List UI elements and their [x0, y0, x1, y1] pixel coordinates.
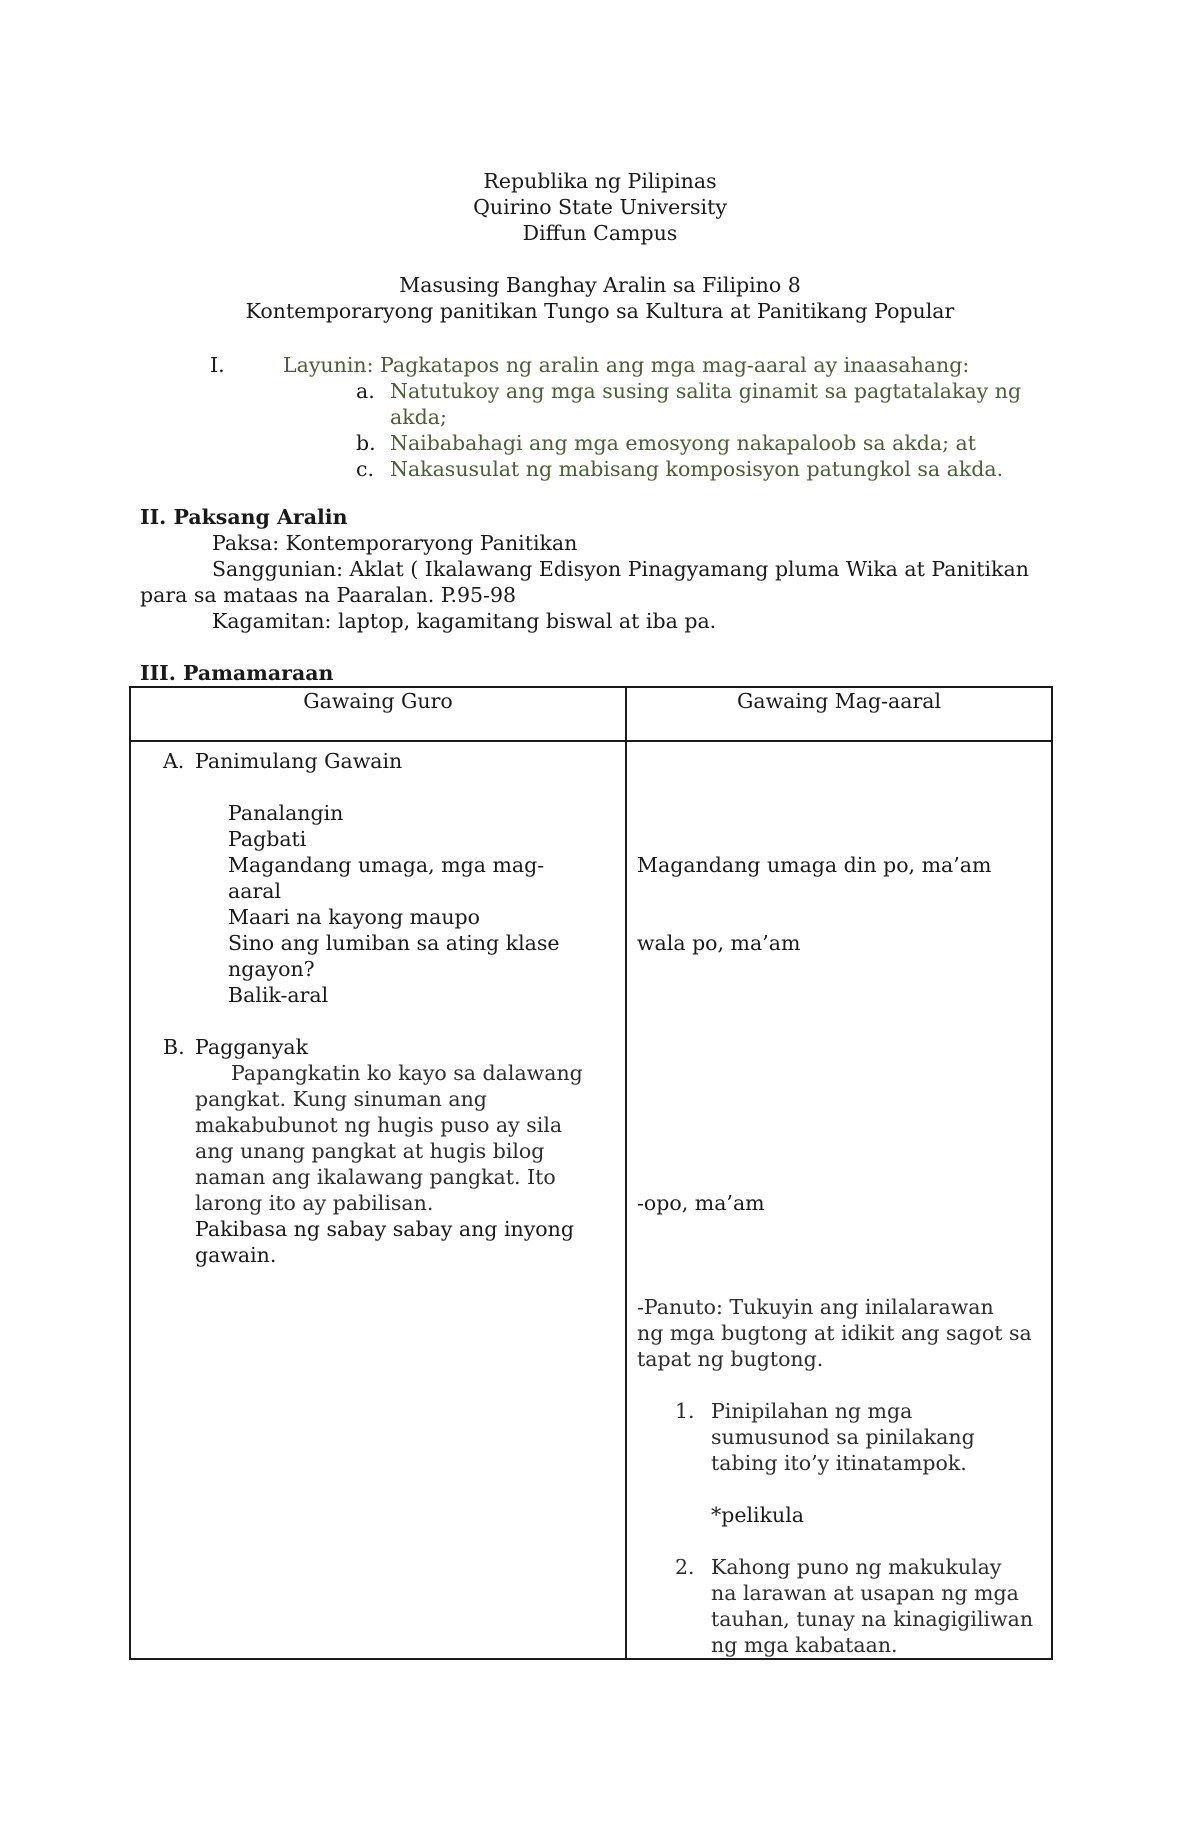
riddle-answer: *pelikula — [711, 1503, 805, 1527]
list-item: Maari na kayong maupo — [228, 905, 480, 929]
objectives-section — [210, 352, 1070, 482]
student-response: -opo, ma’am — [637, 1191, 765, 1215]
list-item: Pagbati — [228, 827, 307, 851]
objective-item: b. Naibabahagi ang mga emosyong nakapaloob sa akda; at — [356, 431, 977, 455]
riddle-item: 2. Kahong puno ng makukulay na larawan at usapan ng mga tauhan, tunay na kinagigiliwan ng mga kabataan. — [675, 1555, 1034, 1657]
col-header-teacher: Gawaing Guro — [130, 687, 626, 741]
procedure-table — [129, 686, 1053, 1660]
objectives-number: I. — [210, 353, 225, 377]
student-response: Magandang umaga din po, ma’am — [637, 853, 992, 877]
subject-heading: II. Paksang Aralin — [140, 505, 348, 529]
student-activities-cell — [626, 741, 1052, 1659]
procedure-heading: III. Pamamaraan — [140, 661, 334, 685]
teacher-activities-cell — [130, 741, 626, 1659]
objectives-lead: Layunin: Pagkatapos ng aralin ang mga mag-aaral ay inaasahang: — [283, 353, 970, 377]
header-country: Republika ng Pilipinas — [483, 169, 717, 193]
objective-item: a. Natutukoy ang mga susing salita ginamit sa pagtatalakay ng akda; — [356, 379, 1022, 429]
section-a: A. Panimulang Gawain — [163, 749, 403, 773]
list-item: Sino ang lumiban sa ating klase ngayon? — [228, 931, 560, 981]
student-response: wala po, ma’am — [637, 931, 801, 955]
objective-item: c. Nakasusulat ng mabisang komposisyon patungkol sa akda. — [356, 457, 1004, 481]
subject-topic: Paksa: Kontemporaryong Panitikan — [212, 531, 578, 555]
motivation-paragraph: Papangkatin ko kayo sa dalawang pangkat. Kung sinuman ang makabubunot ng hugis puso ay sila ang unang pangkat at hugis bilog naman ang ikalawang pangkat. Ito larong ito ay pabilisan. Pakibasa ng sabay sabay ang inyong gawain. — [195, 1061, 583, 1267]
header-university: Quirino State University — [473, 195, 727, 219]
list-item: Panalangin — [228, 801, 344, 825]
lesson-plan-subtitle: Kontemporaryong panitikan Tungo sa Kultura at Panitikang Popular — [245, 299, 955, 323]
list-item: Balik-aral — [228, 983, 329, 1007]
subject-reference-cont: para sa mataas na Paaralan. P.95-98 — [140, 583, 517, 607]
instructions-text: -Panuto: Tukuyin ang inilalarawan ng mga bugtong at idikit ang sagot sa tapat ng bugtong. — [637, 1295, 1032, 1371]
lesson-plan-title: Masusing Banghay Aralin sa Filipino 8 — [399, 273, 801, 297]
riddle-item: 1. Pinipilahan ng mga sumusunod sa pinilakang tabing ito’y itinatampok. — [675, 1399, 975, 1475]
subject-materials: Kagamitan: laptop, kagamitang biswal at iba pa. — [212, 609, 717, 633]
list-item: Magandang umaga, mga mag- aaral — [228, 853, 545, 903]
section-b: B. Pagganyak — [163, 1035, 308, 1059]
col-header-student: Gawaing Mag-aaral — [626, 687, 1052, 741]
document-header — [0, 168, 1200, 324]
subject-reference: Sanggunian: Aklat ( Ikalawang Edisyon Pinagyamang pluma Wika at Panitikan — [212, 557, 1029, 581]
subject-section — [140, 504, 1070, 634]
header-campus: Diffun Campus — [522, 221, 678, 245]
